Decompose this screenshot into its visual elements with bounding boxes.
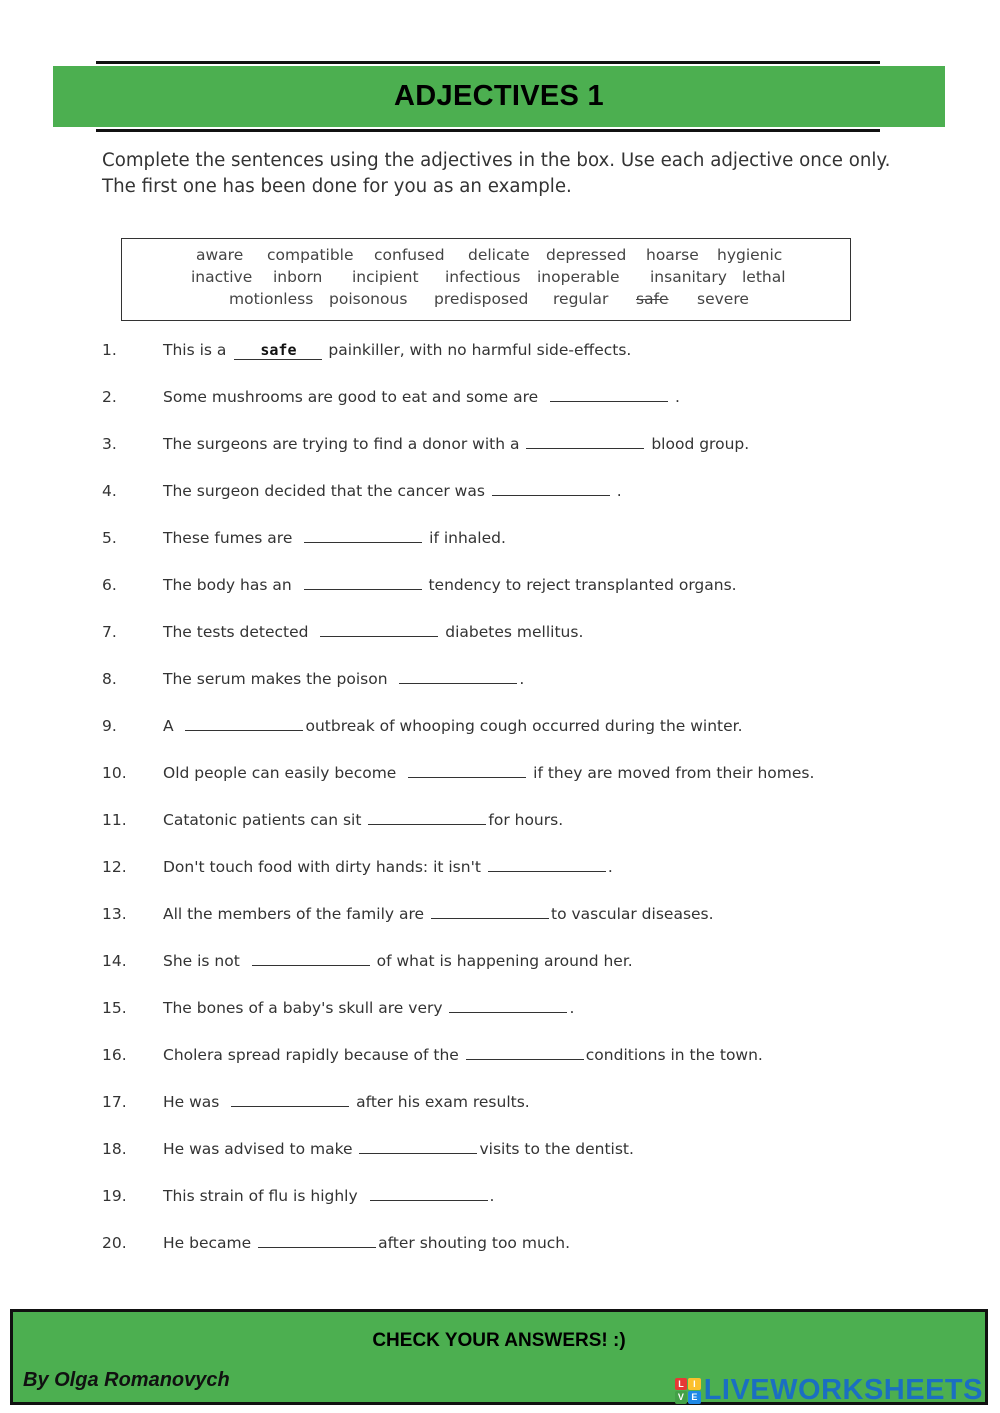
word-poisonous: poisonous bbox=[329, 290, 408, 308]
question-number: 6. bbox=[102, 576, 117, 594]
question-13 bbox=[0, 905, 1000, 929]
word-inactive: inactive bbox=[191, 268, 253, 286]
sentence-end: diabetes mellitus. bbox=[440, 623, 584, 641]
answer-blank[interactable] bbox=[185, 717, 303, 731]
title-banner bbox=[53, 66, 945, 127]
sentence-end: . bbox=[611, 482, 622, 500]
word-delicate: delicate bbox=[468, 246, 530, 264]
sentence-start: A bbox=[163, 717, 174, 735]
sentence-end: if inhaled. bbox=[424, 529, 506, 547]
word-hoarse: hoarse bbox=[646, 246, 699, 264]
check-answers-button[interactable]: CHECK YOUR ANSWERS! :) bbox=[372, 1330, 626, 1351]
question-20 bbox=[0, 1234, 1000, 1258]
answer-blank[interactable] bbox=[488, 858, 606, 872]
question-6 bbox=[0, 576, 1000, 600]
question-sentence bbox=[163, 623, 583, 641]
question-sentence bbox=[163, 670, 524, 688]
answer-blank[interactable] bbox=[304, 529, 422, 543]
question-number: 11. bbox=[102, 811, 127, 829]
question-18 bbox=[0, 1140, 1000, 1164]
answer-blank[interactable] bbox=[550, 388, 668, 402]
question-number: 3. bbox=[102, 435, 117, 453]
word-depressed: depressed bbox=[546, 246, 627, 264]
question-number: 2. bbox=[102, 388, 117, 406]
instructions: Complete the sentences using the adjectives in the box. Use each adjective once only. The first one has been done for you as an example. bbox=[102, 150, 891, 197]
question-number: 1. bbox=[102, 341, 117, 359]
answer-blank[interactable] bbox=[258, 1234, 376, 1248]
logo-letter: L bbox=[675, 1378, 688, 1391]
question-5 bbox=[0, 529, 1000, 553]
sentence-end: if they are moved from their homes. bbox=[528, 764, 815, 782]
question-number: 14. bbox=[102, 952, 127, 970]
sentence-start: He was advised to make bbox=[163, 1140, 353, 1158]
question-12 bbox=[0, 858, 1000, 882]
question-number: 4. bbox=[102, 482, 117, 500]
question-14 bbox=[0, 952, 1000, 976]
question-sentence bbox=[163, 811, 563, 829]
question-number: 17. bbox=[102, 1093, 127, 1111]
question-number: 10. bbox=[102, 764, 127, 782]
sentence-end: after his exam results. bbox=[351, 1093, 530, 1111]
question-8 bbox=[0, 670, 1000, 694]
sentence-end: tendency to reject transplanted organs. bbox=[423, 576, 737, 594]
sentence-end: visits to the dentist. bbox=[479, 1140, 634, 1158]
example-answer: safe bbox=[234, 341, 322, 360]
answer-blank[interactable] bbox=[304, 576, 422, 590]
word-box bbox=[121, 238, 851, 321]
question-number: 18. bbox=[102, 1140, 127, 1158]
question-number: 5. bbox=[102, 529, 117, 547]
answer-blank[interactable] bbox=[399, 670, 517, 684]
sentence-start: Catatonic patients can sit bbox=[163, 811, 362, 829]
sentence-end: . bbox=[607, 858, 613, 876]
sentence-end: after shouting too much. bbox=[378, 1234, 571, 1252]
word-safe-struck: safe bbox=[636, 290, 669, 308]
question-sentence bbox=[163, 1093, 530, 1111]
word-inborn: inborn bbox=[273, 268, 323, 286]
footer-panel bbox=[10, 1309, 988, 1405]
question-sentence bbox=[163, 764, 814, 782]
sentence-start: Some mushrooms are good to eat and some are bbox=[163, 388, 539, 406]
sentence-start: This is a bbox=[163, 341, 227, 359]
question-9 bbox=[0, 717, 1000, 741]
answer-blank[interactable] bbox=[449, 999, 567, 1013]
sentence-start: The bones of a baby's skull are very bbox=[163, 999, 443, 1017]
question-sentence bbox=[163, 952, 633, 970]
question-sentence bbox=[163, 717, 743, 735]
author-credit: By Olga Romanovych bbox=[23, 1369, 230, 1391]
page-title: ADJECTIVES 1 bbox=[394, 80, 604, 112]
question-7 bbox=[0, 623, 1000, 647]
answer-blank[interactable] bbox=[252, 952, 370, 966]
question-number: 9. bbox=[102, 717, 117, 735]
question-number: 13. bbox=[102, 905, 127, 923]
word-predisposed: predisposed bbox=[434, 290, 529, 308]
sentence-start: He was bbox=[163, 1093, 220, 1111]
sentence-start: The serum makes the poison bbox=[163, 670, 388, 688]
question-sentence bbox=[163, 482, 622, 500]
sentence-start: Old people can easily become bbox=[163, 764, 397, 782]
sentence-end: of what is happening around her. bbox=[371, 952, 633, 970]
sentence-end: to vascular diseases. bbox=[551, 905, 714, 923]
question-sentence bbox=[163, 1234, 570, 1252]
sentence-start: Cholera spread rapidly because of the bbox=[163, 1046, 459, 1064]
question-3 bbox=[0, 435, 1000, 459]
word-severe: severe bbox=[697, 290, 749, 308]
word-row-1 bbox=[122, 246, 850, 268]
question-number: 20. bbox=[102, 1234, 127, 1252]
question-number: 12. bbox=[102, 858, 127, 876]
answer-blank[interactable] bbox=[368, 811, 486, 825]
sentence-end: painkiller, with no harmful side-effects. bbox=[328, 341, 632, 359]
sentence-start: This strain of flu is highly bbox=[163, 1187, 358, 1205]
question-number: 15. bbox=[102, 999, 127, 1017]
sentence-end: . bbox=[489, 1187, 495, 1205]
question-number: 7. bbox=[102, 623, 117, 641]
question-4 bbox=[0, 482, 1000, 506]
sentence-end: . bbox=[519, 670, 525, 688]
sentence-start: All the members of the family are bbox=[163, 905, 425, 923]
title-rule-top bbox=[96, 61, 880, 64]
answer-blank[interactable] bbox=[359, 1140, 477, 1154]
question-sentence bbox=[163, 341, 631, 360]
word-aware: aware bbox=[196, 246, 244, 264]
answer-blank[interactable] bbox=[466, 1046, 584, 1060]
liveworksheets-logo-icon bbox=[675, 1378, 701, 1404]
logo-letter: I bbox=[688, 1378, 701, 1391]
sentence-start: Don't touch food with dirty hands: it isn't bbox=[163, 858, 481, 876]
answer-blank[interactable] bbox=[431, 905, 549, 919]
answer-blank[interactable] bbox=[320, 623, 438, 637]
question-11 bbox=[0, 811, 1000, 835]
sentence-end: outbreak of whooping cough occurred during the winter. bbox=[305, 717, 743, 735]
sentence-start: The surgeon decided that the cancer was bbox=[163, 482, 485, 500]
question-number: 19. bbox=[102, 1187, 127, 1205]
question-sentence bbox=[163, 858, 613, 876]
question-16 bbox=[0, 1046, 1000, 1070]
word-inoperable: inoperable bbox=[537, 268, 620, 286]
word-hygienic: hygienic bbox=[717, 246, 783, 264]
word-incipient: incipient bbox=[352, 268, 419, 286]
question-sentence bbox=[163, 529, 506, 547]
question-sentence bbox=[163, 1187, 494, 1205]
brand-name: LIVEWORKSHEETS bbox=[703, 1374, 983, 1406]
question-sentence bbox=[163, 999, 574, 1017]
word-confused: confused bbox=[374, 246, 445, 264]
question-sentence bbox=[163, 388, 680, 406]
sentence-end: blood group. bbox=[646, 435, 750, 453]
sentence-end: for hours. bbox=[488, 811, 564, 829]
question-sentence bbox=[163, 905, 714, 923]
question-19 bbox=[0, 1187, 1000, 1211]
sentence-end: . bbox=[569, 999, 575, 1017]
word-compatible: compatible bbox=[267, 246, 354, 264]
word-row-3 bbox=[122, 290, 850, 312]
sentence-start: The body has an bbox=[163, 576, 292, 594]
word-lethal: lethal bbox=[742, 268, 786, 286]
answer-blank[interactable] bbox=[492, 482, 610, 496]
logo-letter: E bbox=[688, 1391, 701, 1404]
answer-blank[interactable] bbox=[408, 764, 526, 778]
question-17 bbox=[0, 1093, 1000, 1117]
sentence-start: These fumes are bbox=[163, 529, 293, 547]
question-10 bbox=[0, 764, 1000, 788]
word-insanitary: insanitary bbox=[650, 268, 727, 286]
question-sentence bbox=[163, 576, 737, 594]
word-regular: regular bbox=[553, 290, 609, 308]
sentence-start: The tests detected bbox=[163, 623, 309, 641]
answer-blank[interactable] bbox=[370, 1187, 488, 1201]
title-rule-bottom bbox=[96, 129, 880, 132]
question-1 bbox=[0, 341, 1000, 365]
question-sentence bbox=[163, 1140, 634, 1158]
sentence-start: He became bbox=[163, 1234, 252, 1252]
answer-blank[interactable] bbox=[231, 1093, 349, 1107]
word-motionless: motionless bbox=[229, 290, 314, 308]
liveworksheets-brand bbox=[675, 1374, 983, 1407]
sentence-start: The surgeons are trying to find a donor with a bbox=[163, 435, 520, 453]
word-row-2 bbox=[122, 268, 850, 290]
question-number: 16. bbox=[102, 1046, 127, 1064]
sentence-end: conditions in the town. bbox=[585, 1046, 763, 1064]
question-number: 8. bbox=[102, 670, 117, 688]
word-infectious: infectious bbox=[445, 268, 521, 286]
answer-blank[interactable] bbox=[526, 435, 644, 449]
logo-letter: V bbox=[675, 1391, 688, 1404]
question-2 bbox=[0, 388, 1000, 412]
sentence-end: . bbox=[670, 388, 680, 406]
sentence-start: She is not bbox=[163, 952, 240, 970]
question-sentence bbox=[163, 1046, 763, 1064]
question-sentence bbox=[163, 435, 749, 453]
question-15 bbox=[0, 999, 1000, 1023]
